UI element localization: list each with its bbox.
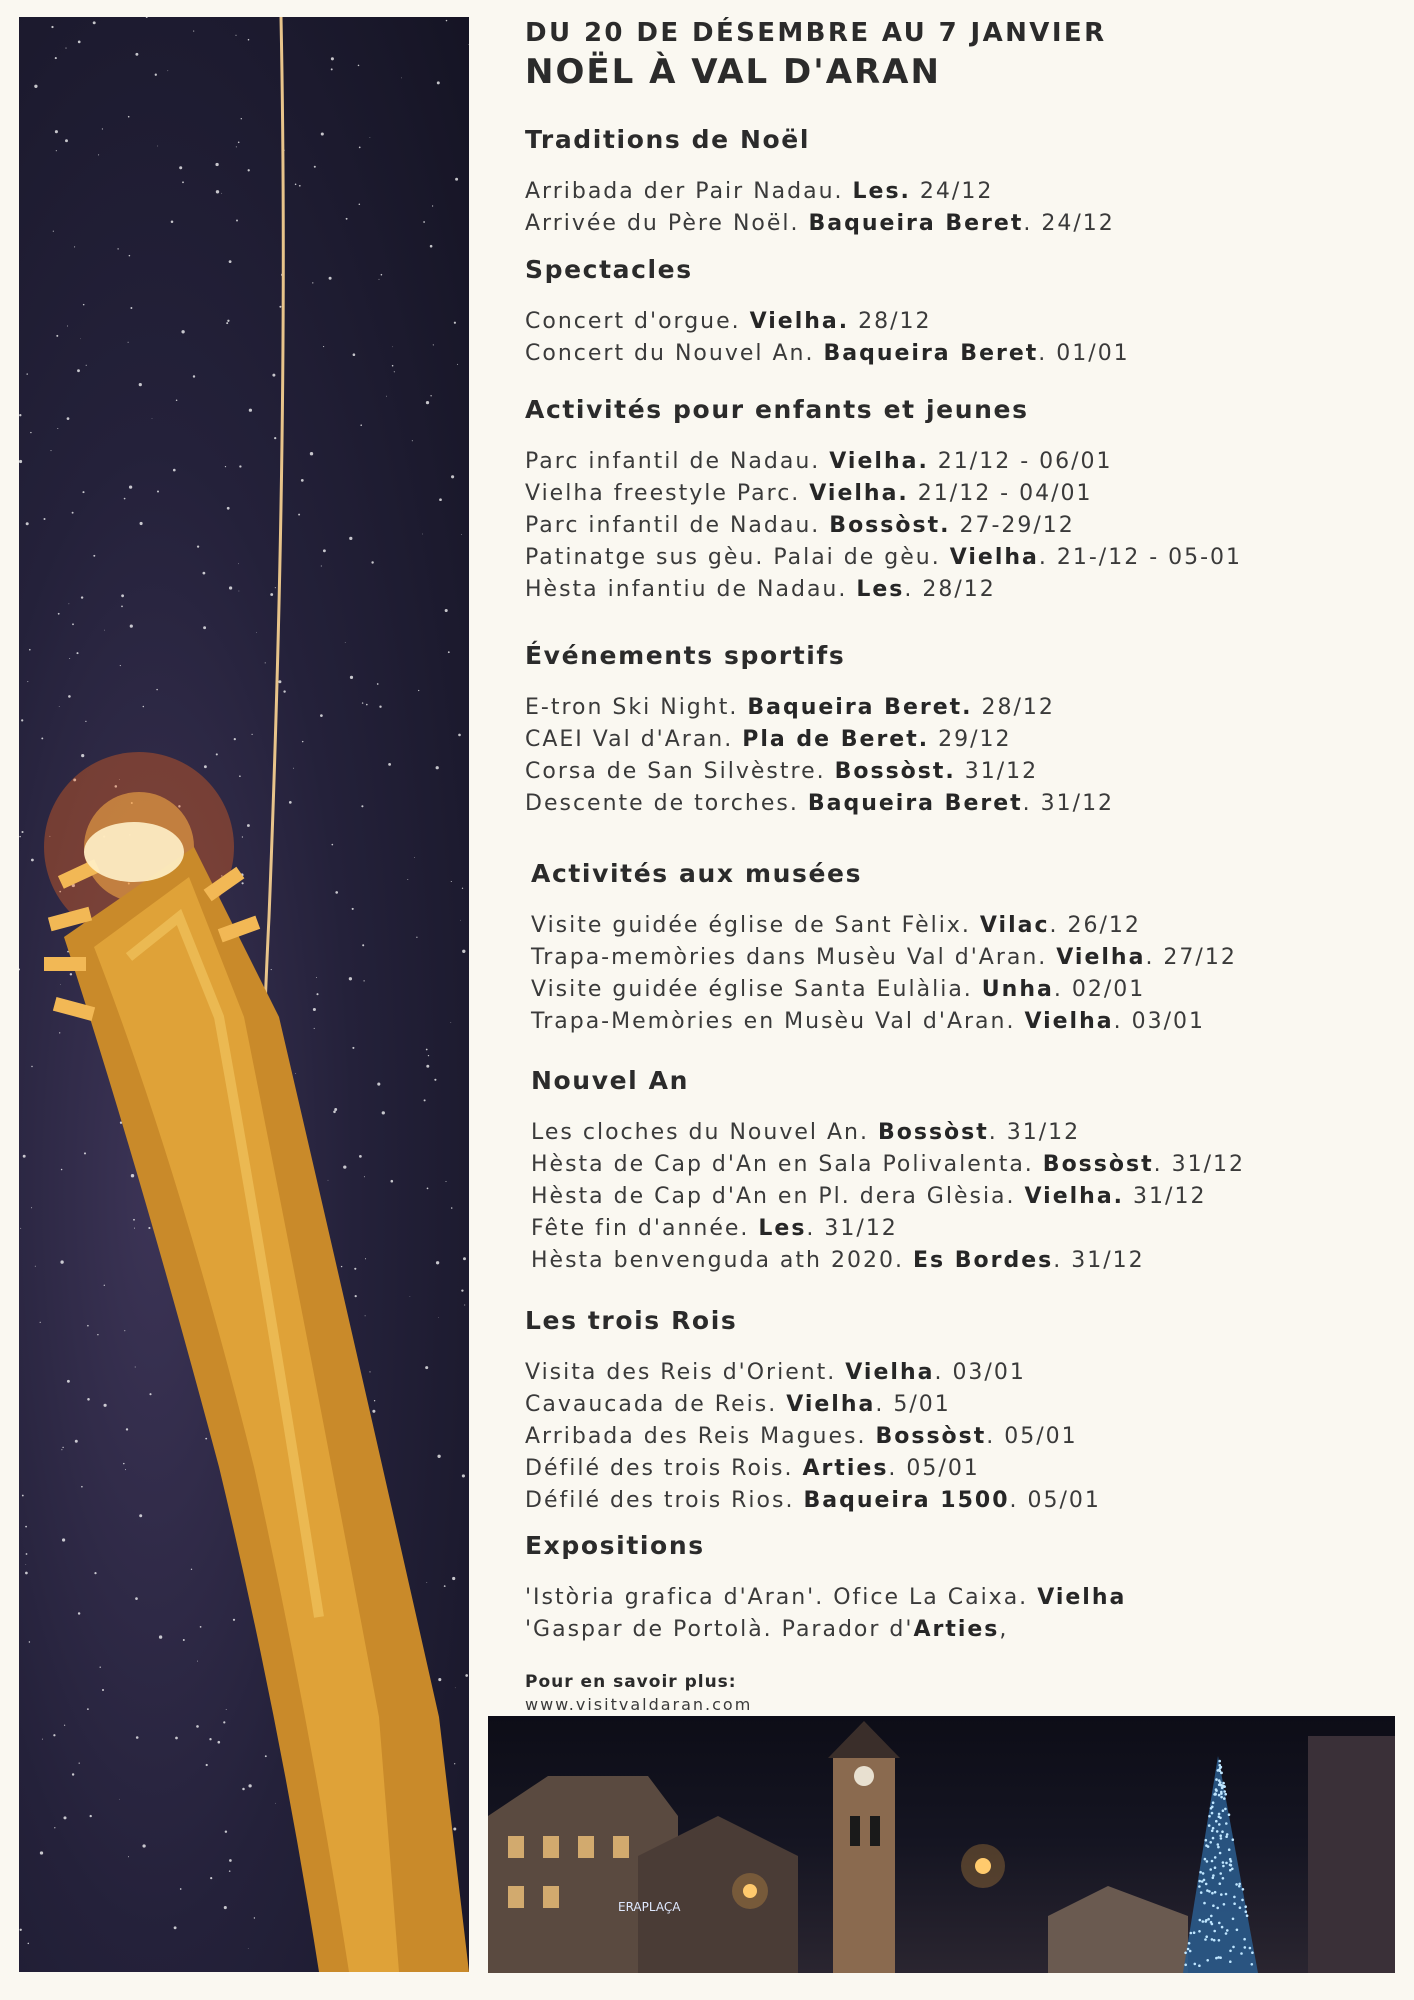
- list-item: Défilé des trois Rois. Arties. 05/01: [525, 1456, 980, 1481]
- photo-night-log: [19, 17, 469, 1972]
- page-title: NOËL À VAL D'ARAN: [525, 52, 941, 92]
- list-item: 'Gaspar de Portolà. Parador d'Arties,: [525, 1617, 1009, 1642]
- list-item: Hèsta de Cap d'An en Pl. dera Glèsia. Vielha. 31/12: [531, 1184, 1207, 1209]
- list-item: Les cloches du Nouvel An. Bossòst. 31/12: [531, 1120, 1081, 1145]
- section-title: Traditions de Noël: [525, 125, 811, 154]
- list-item: Hèsta de Cap d'An en Sala Polivalenta. Bossòst. 31/12: [531, 1152, 1245, 1177]
- list-item: Trapa-memòries dans Musèu Val d'Aran. Vielha. 27/12: [531, 945, 1237, 970]
- list-item: Visite guidée église de Sant Fèlix. Vilac. 26/12: [531, 913, 1141, 938]
- list-item: Parc infantil de Nadau. Vielha. 21/12 - 06/01: [525, 449, 1113, 474]
- list-item: Patinatge sus gèu. Palai de gèu. Vielha. 21-/12 - 05-01: [525, 545, 1243, 570]
- list-item: Fête fin d'année. Les. 31/12: [531, 1216, 898, 1241]
- section-spectacles: [525, 254, 1405, 370]
- list-item: Parc infantil de Nadau. Bossòst. 27-29/12: [525, 513, 1075, 538]
- list-item: Visite guidée église Santa Eulàlia. Unha. 02/01: [531, 977, 1146, 1002]
- section-expositions: [525, 1530, 1405, 1646]
- section-sportifs: [525, 640, 1405, 820]
- list-item: Cavaucada de Reis. Vielha. 5/01: [525, 1392, 951, 1417]
- list-item: Vielha freestyle Parc. Vielha. 21/12 - 04/01: [525, 481, 1093, 506]
- website-link[interactable]: www.visitvaldaran.com: [525, 1695, 753, 1714]
- list-item: Hèsta infantiu de Nadau. Les. 28/12: [525, 577, 996, 602]
- section-title: Les trois Rois: [525, 1306, 738, 1335]
- section-nouvel-an: [531, 1065, 1411, 1277]
- list-item: Arribada der Pair Nadau. Les. 24/12: [525, 179, 994, 204]
- date-range: DU 20 DE DÉSEMBRE AU 7 JANVIER: [525, 18, 1107, 48]
- section-title: Activités pour enfants et jeunes: [525, 395, 1029, 424]
- section-musees: [531, 858, 1411, 1038]
- section-title: Expositions: [525, 1531, 705, 1560]
- list-item: E-tron Ski Night. Baqueira Beret. 28/12: [525, 695, 1055, 720]
- list-item: Trapa-Memòries en Musèu Val d'Aran. Vielha. 03/01: [531, 1009, 1205, 1034]
- more-info-label: Pour en savoir plus:: [525, 1672, 737, 1692]
- header: [525, 16, 1385, 94]
- section-title: Nouvel An: [531, 1066, 689, 1095]
- list-item: CAEI Val d'Aran. Pla de Beret. 29/12: [525, 727, 1012, 752]
- list-item: Hèsta benvenguda ath 2020. Es Bordes. 31/12: [531, 1248, 1145, 1273]
- list-item: 'Istòria grafica d'Aran'. Ofice La Caixa. Vielha: [525, 1585, 1127, 1610]
- list-item: Concert d'orgue. Vielha. 28/12: [525, 309, 932, 334]
- section-title: Spectacles: [525, 255, 693, 284]
- list-item: Arribada des Reis Magues. Bossòst. 05/01: [525, 1424, 1078, 1449]
- section-enfants: [525, 394, 1405, 606]
- list-item: Concert du Nouvel An. Baqueira Beret. 01/01: [525, 341, 1130, 366]
- list-item: Visita des Reis d'Orient. Vielha. 03/01: [525, 1360, 1026, 1385]
- list-item: Corsa de San Silvèstre. Bossòst. 31/12: [525, 759, 1039, 784]
- section-traditions: [525, 124, 1405, 240]
- list-item: Défilé des trois Rios. Baqueira 1500. 05/01: [525, 1488, 1101, 1513]
- more-info: [525, 1670, 752, 1716]
- svg-text:ERAPLAÇA: ERAPLAÇA: [618, 1900, 681, 1914]
- section-title: Activités aux musées: [531, 859, 863, 888]
- photo-town-square: [488, 1716, 1395, 1973]
- section-title: Événements sportifs: [525, 641, 846, 670]
- list-item: Arrivée du Père Noël. Baqueira Beret. 24/12: [525, 211, 1115, 236]
- section-trois-rois: [525, 1305, 1405, 1517]
- list-item: Descente de torches. Baqueira Beret. 31/12: [525, 791, 1115, 816]
